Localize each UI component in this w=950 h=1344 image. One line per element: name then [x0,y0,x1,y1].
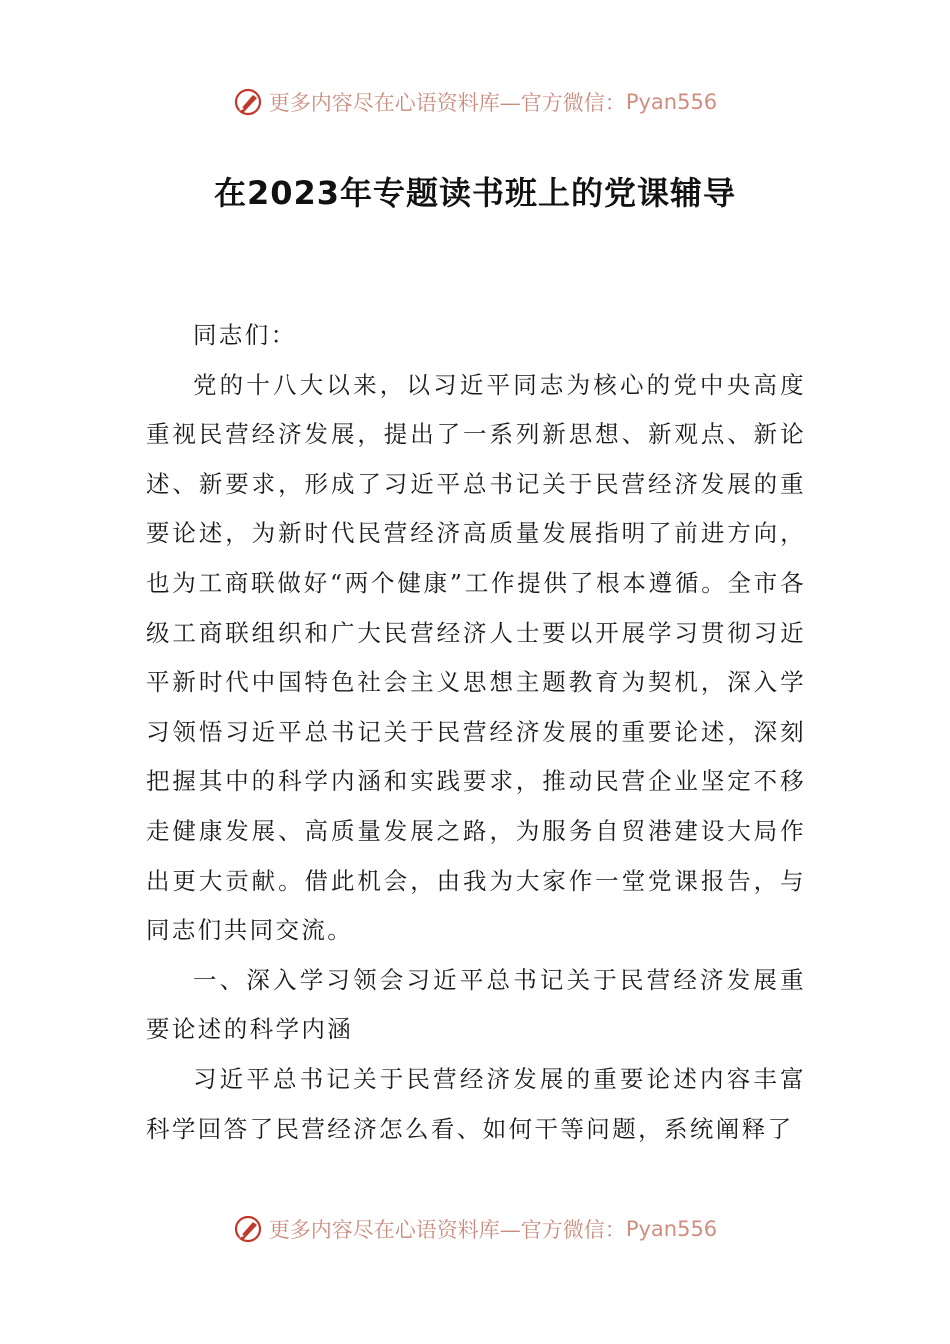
pen-nib-logo-icon [233,87,263,117]
body-paragraph: 党的十八大以来，以习近平同志为核心的党中央高度重视民营经济发展，提出了一系列新思想、新观点、新论述、新要求，形成了习近平总书记关于民营经济发展的重要论述，为新时代民营经济高质量发展指明了前进方向，也为工商联做好“两个健康”工作提供了根本遵循。全市各级工商联组织和广大民营经济人士要以开展学习贯彻习近平新时代中国特色社会主义思想主题教育为契机，深入学习领悟习近平总书记关于民营经济发展的重要论述，深刻把握其中的科学内涵和实践要求，推动民营企业坚定不移走健康发展、高质量发展之路，为服务自贸港建设大局作出更大贡献。借此机会，由我为大家作一堂党课报告，与同志们共同交流。 [146,370,806,945]
watermark-text: 更多内容尽在心语资料库—官方微信： [268,91,626,115]
document-body [146,311,806,1154]
watermark-wechat-id: Pyan556 [625,90,718,114]
watermark-wechat-id: Pyan556 [625,1217,718,1241]
watermark-banner-top [0,82,950,122]
pen-nib-logo-icon [233,1214,263,1244]
section-heading: 一、深入学习领会习近平总书记关于民营经济发展重要论述的科学内涵 [146,965,806,1044]
body-paragraph: 习近平总书记关于民营经济发展的重要论述内容丰富科学回答了民营经济怎么看、如何干等问题，系统阐释了 [146,1064,806,1143]
document-title: 在2023年专题读书班上的党课辅导 [213,174,737,212]
watermark-banner-bottom [0,1209,950,1249]
watermark-text: 更多内容尽在心语资料库—官方微信： [268,1218,626,1242]
salutation-paragraph: 同志们： [193,321,297,349]
